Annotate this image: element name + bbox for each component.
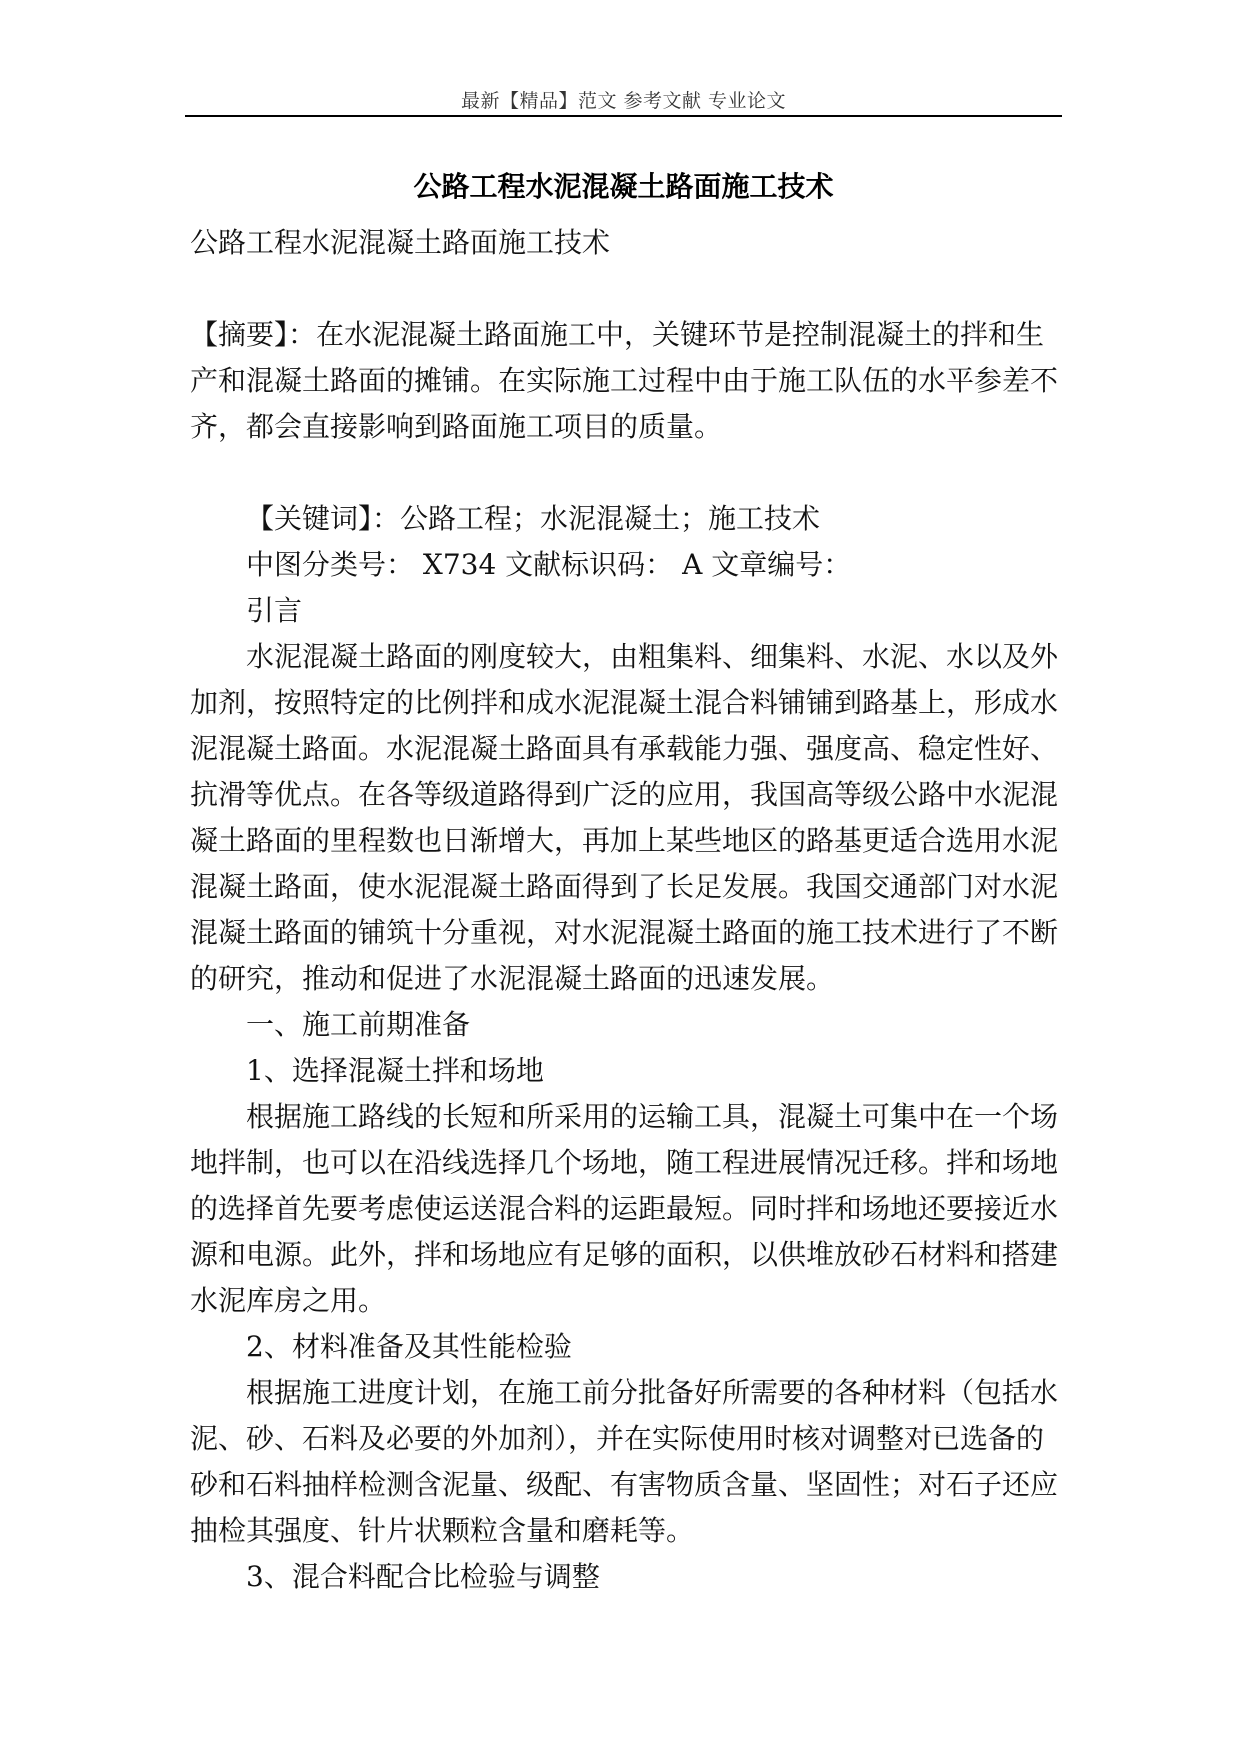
keywords-line: 【关键词】：公路工程；水泥混凝土；施工技术	[246, 502, 821, 535]
spacer	[190, 266, 1060, 312]
running-header: 最新【精品】范文 参考文献 专业论文	[460, 90, 787, 112]
document-title: 公路工程水泥混凝土路面施工技术	[413, 170, 834, 203]
subsection-paragraph-1: 根据施工路线的长短和所采用的运输工具，混凝土可集中在一个场地拌制，也可以在沿线选择几个场地，随工程进展情况迁移。拌和场地的选择首先要考虑使运送混合料的运距最短。同时拌和场地还要接近水源和电源。此外，拌和场地应有足够的面积，以供堆放砂石材料和搭建水泥库房之用。	[190, 1100, 1059, 1317]
spacer	[190, 450, 1060, 496]
section-heading: 一、施工前期准备	[246, 1008, 471, 1041]
classification-line: 中图分类号： X734 文献标识码： A 文章编号：	[246, 548, 852, 581]
subsection-heading-3: 3、混合料配合比检验与调整	[246, 1560, 600, 1593]
subsection-heading-1: 1、选择混凝土拌和场地	[246, 1054, 544, 1087]
document-body	[190, 220, 1060, 1600]
subsection-heading-2: 2、材料准备及其性能检验	[246, 1330, 572, 1363]
abstract-paragraph: 【摘要】：在水泥混凝土路面施工中，关键环节是控制混凝土的拌和生产和混凝土路面的摊铺。在实际施工过程中由于施工队伍的水平参差不齐，都会直接影响到路面施工项目的质量。	[190, 318, 1059, 443]
intro-paragraph: 水泥混凝土路面的刚度较大，由粗集料、细集料、水泥、水以及外加剂，按照特定的比例拌和成水泥混凝土混合料铺铺到路基上，形成水泥混凝土路面。水泥混凝土路面具有承载能力强、强度高、稳定性好、抗滑等优点。在各等级道路得到广泛的应用，我国高等级公路中水泥混凝土路面的里程数也日渐增大，再加上某些地区的路基更适合选用水泥混凝土路面，使水泥混凝土路面得到了长足发展。我国交通部门对水泥混凝土路面的铺筑十分重视，对水泥混凝土路面的施工技术进行了不断的研究，推动和促进了水泥混凝土路面的迅速发展。	[190, 640, 1059, 995]
subsection-paragraph-2: 根据施工进度计划，在施工前分批备好所需要的各种材料（包括水泥、砂、石料及必要的外加剂），并在实际使用时核对调整对已选备的砂和石料抽样检测含泥量、级配、有害物质含量、坚固性；对石子还应抽检其强度、针片状颗粒含量和磨耗等。	[190, 1376, 1059, 1547]
intro-heading: 引言	[246, 594, 303, 627]
document-subtitle: 公路工程水泥混凝土路面施工技术	[190, 226, 611, 259]
header-divider	[185, 115, 1062, 117]
